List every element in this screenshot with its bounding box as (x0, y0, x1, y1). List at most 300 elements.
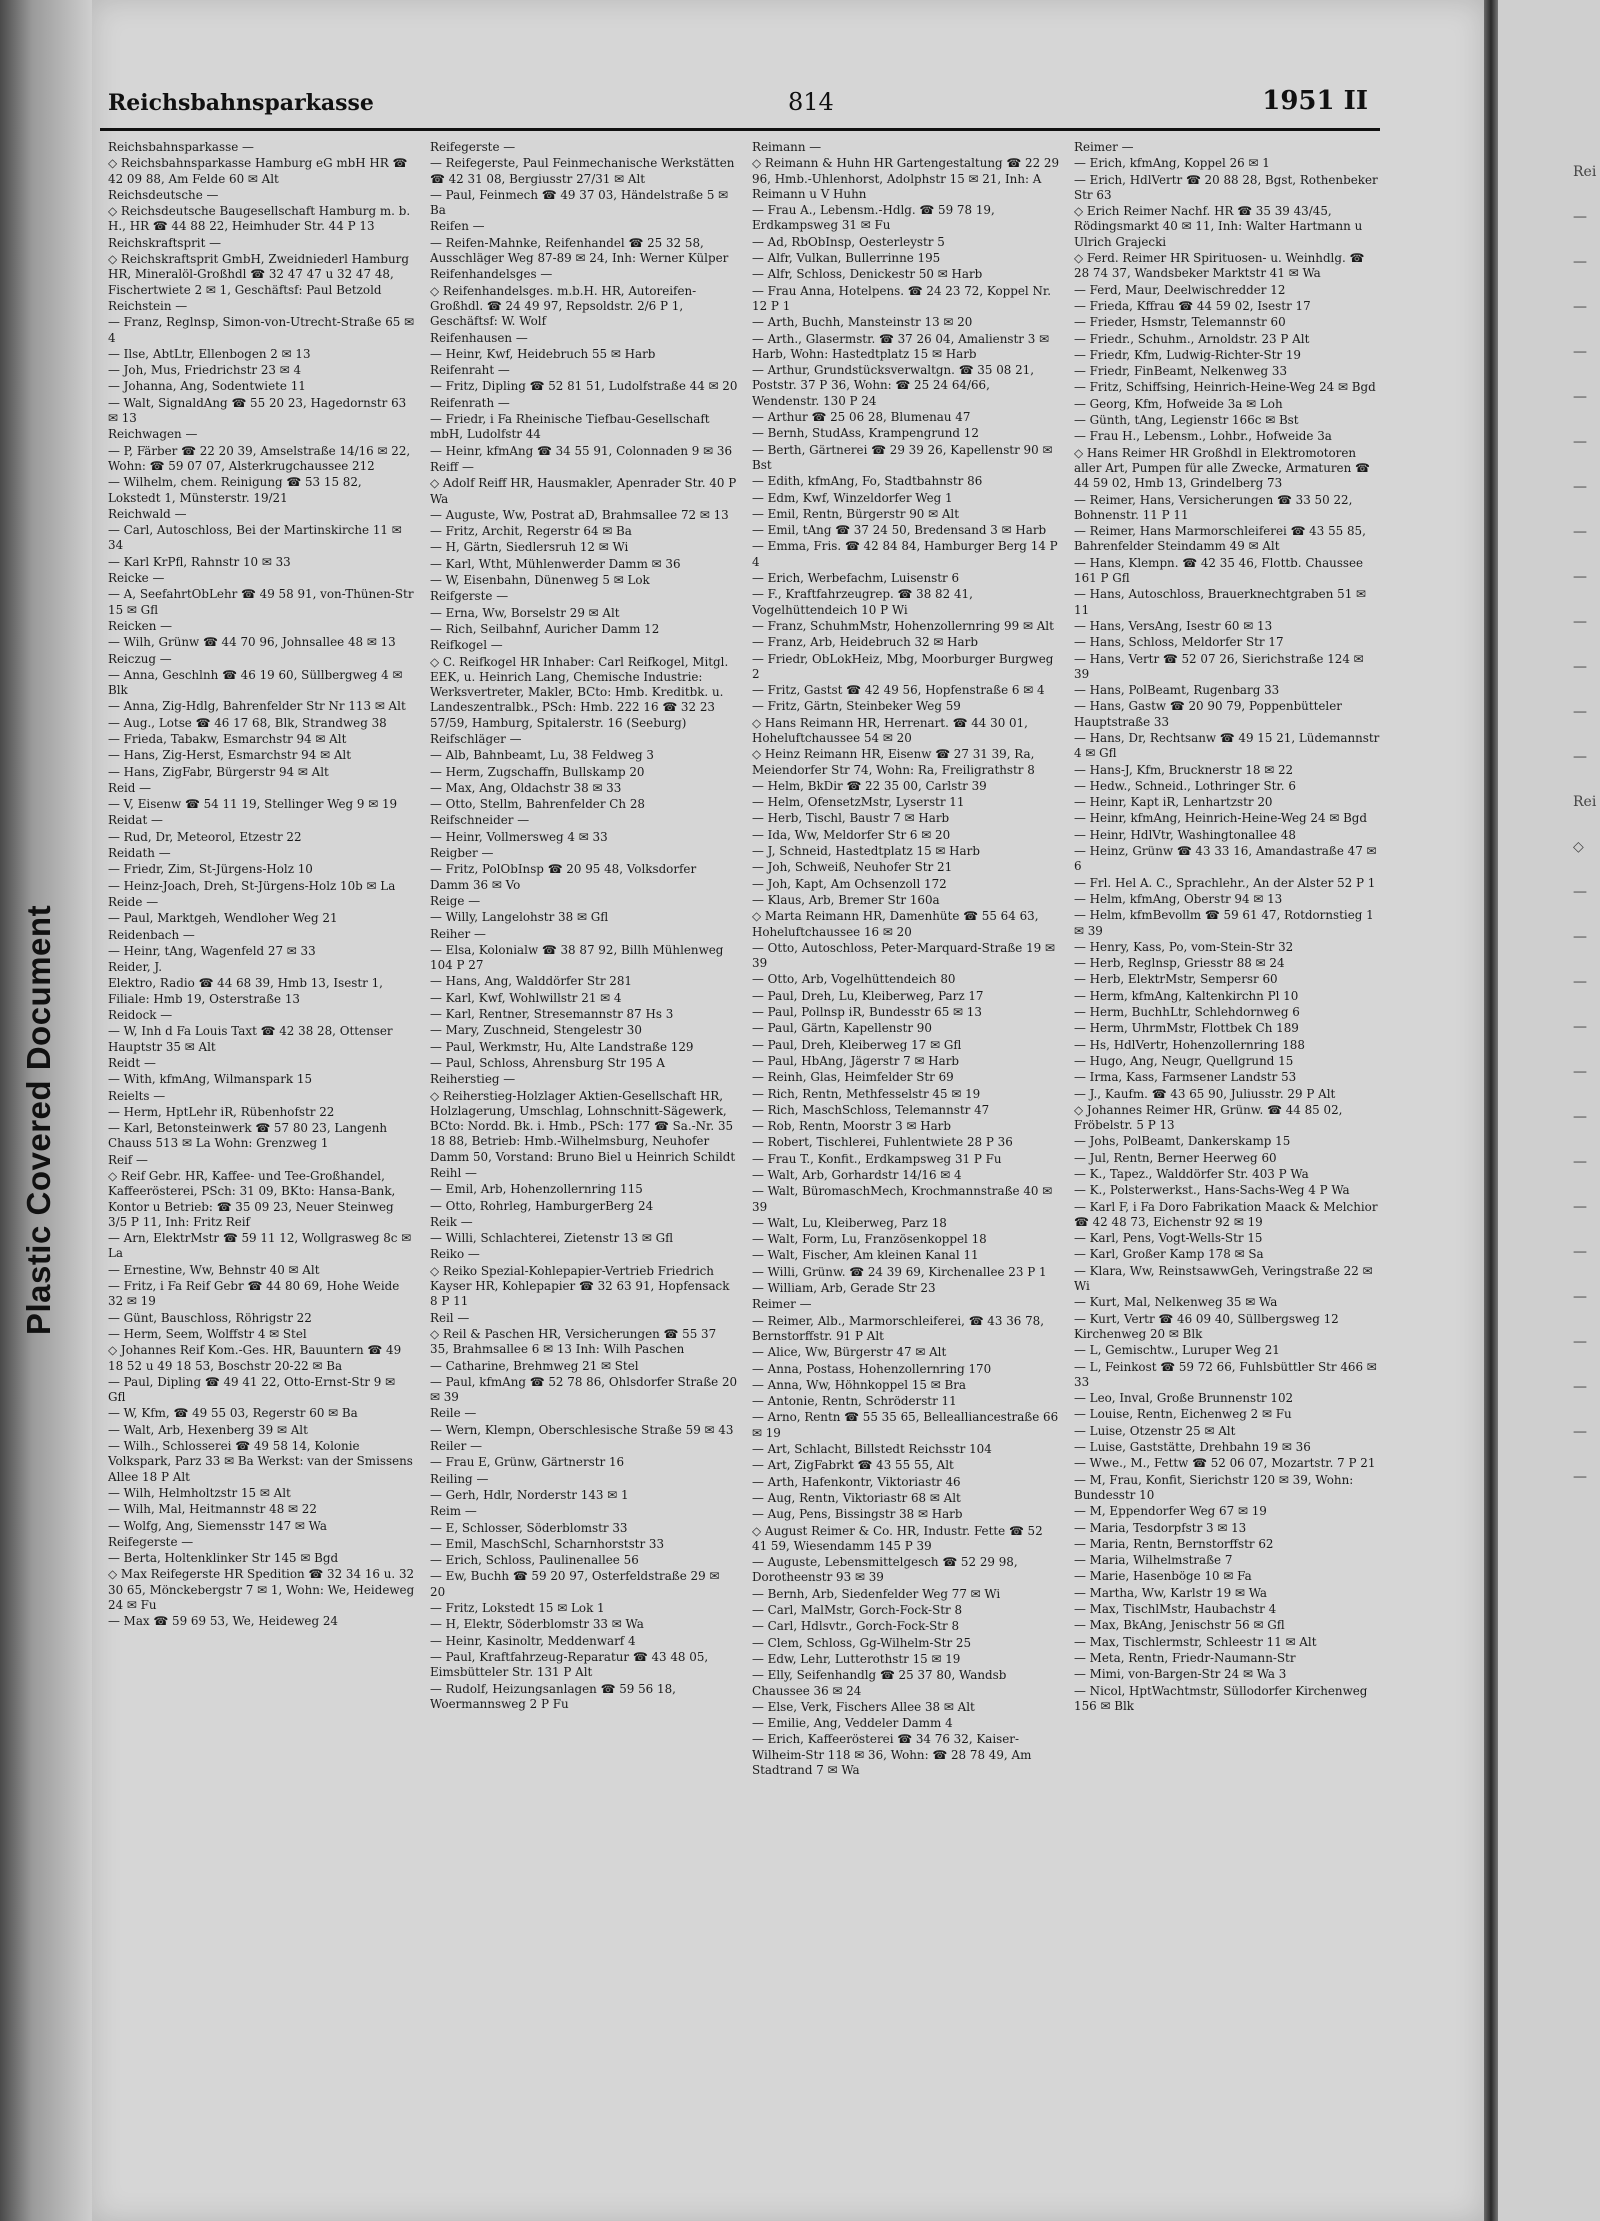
directory-entry: — Rud, Dr, Meteorol, Etzestr 22 (108, 829, 302, 844)
directory-entry: — Reinh, Glas, Heimfelder Str 69 (752, 1070, 954, 1085)
directory-entry: — Elly, Seifenhandlg ☎ 25 37 80, Wandsb Chaussee 36 ✉ 24 (752, 1668, 1007, 1698)
directory-entry: — Arthur ☎ 25 06 28, Blumenau 47 (752, 410, 971, 425)
directory-entry: — Erich, Kaffeerösterei ☎ 34 76 32, Kaiser-Wilheim-Str 118 ✉ 36, Wohn: ☎ 28 78 49, Am Stadtrand 7 ✉ Wa (752, 1732, 1032, 1777)
directory-entry: — Hans, VersAng, Isestr 60 ✉ 13 (1074, 618, 1273, 633)
next-page-fragments (1573, 150, 1596, 1500)
directory-entry: ◇ Reil & Paschen HR, Versicherungen ☎ 55 37 35, Brahmsallee 6 ✉ 13 Inh: Wilh Paschen (430, 1326, 717, 1357)
directory-entry: Reigber — (430, 846, 494, 861)
directory-entry: Reidenbach — (108, 927, 195, 942)
directory-entry: — Louise, Rentn, Eichenweg 2 ✉ Fu (1074, 1407, 1292, 1422)
next-page-fragment: — (1573, 479, 1587, 495)
directory-entry: — Reimer, Alb., Marmorschleiferei, ☎ 43 36 78, Bernstorffstr. 91 P Alt (752, 1313, 1045, 1343)
directory-entry: ◇ Erich Reimer Nachf. HR ☎ 35 39 43/45, Rödingsmarkt 40 ✉ 11, Inh: Walter Hartmann u Ulrich Grajecki (1074, 204, 1363, 249)
directory-entry: — Wilh, Helmholtzstr 15 ✉ Alt (108, 1485, 291, 1500)
directory-entry: Reifen — (430, 219, 485, 234)
directory-entry: — Arno, Rentn ☎ 55 35 65, Bellealliancestraße 66 ✉ 19 (752, 1410, 1059, 1440)
directory-entry: — Franz, SchuhmMstr, Hohenzollernring 99 ✉ Alt (752, 618, 1054, 633)
directory-entry: — Franz, Reglnsp, Simon-von-Utrecht-Straße 65 ✉ 4 (108, 315, 415, 345)
directory-entry: ◇ Reichsdeutsche Baugesellschaft Hamburg m. b. H., HR ☎ 44 88 22, Heimhuder Str. 44 P 13 (108, 204, 411, 234)
directory-entry: — Friedr., Schuhm., Arnoldstr. 23 P Alt (1074, 331, 1310, 346)
directory-entry: — W, Kfm, ☎ 49 55 03, Regerstr 60 ✉ Ba (108, 1406, 358, 1421)
next-page-fragment: — (1573, 344, 1587, 360)
directory-entry: — Anna, Geschlnh ☎ 46 19 60, Süllbergweg 4 ✉ Blk (108, 667, 403, 698)
directory-entry: — K., Polsterwerkst., Hans-Sachs-Weg 4 P Wa (1074, 1183, 1350, 1198)
directory-entry: — K., Tapez., Walddörfer Str. 403 P Wa (1074, 1167, 1309, 1181)
directory-entry: — Erich, kfmAng, Koppel 26 ✉ 1 (1074, 156, 1270, 171)
next-page-fragment: — (1573, 1334, 1587, 1350)
directory-entry: — Frl. Hel A. C., Sprachlehr., An der Alster 52 P 1 (1074, 875, 1376, 890)
directory-entry: — Wolfg, Ang, Siemensstr 147 ✉ Wa (108, 1518, 327, 1533)
column-1 (108, 140, 416, 2210)
directory-entry: — Henry, Kass, Po, vom-Stein-Str 32 (1074, 939, 1294, 954)
directory-entry: — Karl KrPfl, Rahnstr 10 ✉ 33 (108, 554, 291, 569)
directory-entry: — Aug., Lotse ☎ 46 17 68, Blk, Strandweg 38 (108, 715, 387, 730)
directory-entry: — Friedr, FinBeamt, Nelkenweg 33 (1074, 364, 1288, 379)
directory-entry: — Art, ZigFabrkt ☎ 43 55 55, Alt (752, 1458, 954, 1473)
directory-entry: — Friedr, Zim, St-Jürgens-Holz 10 (108, 862, 313, 877)
directory-entry: — Herb, ElektrMstr, Sempersr 60 (1074, 972, 1278, 987)
directory-entry: — Fritz, Archit, Regerstr 64 ✉ Ba (430, 524, 632, 539)
directory-entry: Reidt — (108, 1055, 156, 1070)
directory-entry: Reid — (108, 780, 152, 795)
directory-entry: — Arth, Hafenkontr, Viktoriastr 46 (752, 1474, 961, 1489)
directory-entry: Reiczug — (108, 651, 172, 666)
directory-entry: ◇ Marta Reimann HR, Damenhüte ☎ 55 64 63, Hoheluftchaussee 16 ✉ 20 (752, 909, 1039, 939)
directory-entry: — Karl F, i Fa Doro Fabrikation Maack & Melchior ☎ 42 48 73, Eichenstr 92 ✉ 19 (1074, 1199, 1378, 1229)
directory-entry: Reidock — (108, 1008, 173, 1023)
directory-entry: — W, Eisenbahn, Dünenweg 5 ✉ Lok (430, 573, 650, 588)
directory-entry: ◇ Reichskraftsprit GmbH, Zweidniederl Hamburg HR, Mineralöl-Großhdl ☎ 32 47 47 u 32 47 48, Fischertwiete 2 ✉ 1, Geschäftsf: Paul Betzold (108, 252, 409, 297)
directory-entry: — Aug, Rentn, Viktoriastr 68 ✉ Alt (752, 1490, 961, 1505)
directory-entry: — Rob, Rentn, Moorstr 3 ✉ Harb (752, 1119, 951, 1134)
directory-entry: — Max, Tischlermstr, Schleestr 11 ✉ Alt (1074, 1634, 1317, 1649)
directory-entry: — Helm, kfmBevollm ☎ 59 61 47, Rotdornstieg 1 ✉ 39 (1074, 908, 1374, 938)
directory-entry: — Reimer, Hans, Versicherungen ☎ 33 50 22, Bohnenstr. 11 P 11 (1074, 492, 1353, 522)
next-page-fragment: — (1573, 299, 1587, 315)
directory-entry: — Reifegerste, Paul Feinmechanische Werkstätten ☎ 42 31 08, Bergiusstr 27/31 ✉ Alt (430, 156, 735, 186)
directory-entry: — Erich, HdlVertr ☎ 20 88 28, Bgst, Rothenbeker Str 63 (1074, 172, 1378, 202)
directory-entry: Reimer — (1074, 140, 1134, 154)
next-page-fragment: — (1573, 1019, 1587, 1035)
directory-entry: — Wilh., Schlosserei ☎ 49 58 14, Kolonie Volkspark, Parz 33 ✉ Ba Werkst: van der Smissens Allee 18 P Alt (108, 1439, 413, 1484)
directory-entry: — Willi, Grünw. ☎ 24 39 69, Kirchenallee 23 P 1 (752, 1264, 1047, 1279)
directory-entry: — Paul, Schloss, Ahrensburg Str 195 A (430, 1055, 665, 1070)
directory-entry: ◇ Hans Reimer HR Großhdl in Elektromotoren aller Art, Pumpen für alle Zwecke, Armaturen ☎ 44 59 02, Hmb 13, Grindelberg 73 (1074, 445, 1370, 491)
directory-entry: — P, Färber ☎ 22 20 39, Amselstraße 14/16 ✉ 22, Wohn: ☎ 59 07 07, Alsterkrugchaussee 212 (108, 443, 411, 473)
next-page-fragment: — (1573, 659, 1587, 675)
next-page-fragment: — (1573, 1289, 1587, 1305)
directory-entry: Reige — (430, 893, 481, 908)
next-page-fragment: — (1573, 524, 1587, 540)
directory-entry: Reifegerste — (108, 1534, 194, 1549)
directory-entry: — Herb, Tischl, Baustr 7 ✉ Harb (752, 811, 950, 826)
directory-entry: — L, Gemischtw., Luruper Weg 21 (1074, 1343, 1280, 1358)
directory-entry: — Karl, Pens, Vogt-Wells-Str 15 (1074, 1231, 1263, 1246)
directory-entry: — Karl, Wtht, Mühlenwerder Damm ✉ 36 (430, 556, 681, 571)
next-page-fragment: — (1573, 569, 1587, 585)
directory-entry: — Hs, HdlVertr, Hohenzollernring 188 (1074, 1037, 1305, 1052)
directory-entry: Reimann — (752, 140, 822, 154)
directory-entry: — Arthur, Grundstücksverwaltgn. ☎ 35 08 21, Poststr. 37 P 36, Wohn: ☎ 25 24 64/66, Wendenstr. 130 P 24 (752, 363, 1035, 408)
directory-entry: — Helm, OfensetzMstr, Lyserstr 11 (752, 795, 965, 810)
directory-entry: — Fritz, Gärtn, Steinbeker Weg 59 (752, 699, 961, 714)
directory-entry: — Elsa, Kolonialw ☎ 38 87 92, Billh Mühlenweg 104 P 27 (430, 942, 724, 973)
book-gutter (1484, 0, 1498, 2221)
directory-entry: — Wilh, Mal, Heitmannstr 48 ✉ 22 (108, 1502, 317, 1517)
directory-entry: — Paul, Gärtn, Kapellenstr 90 (752, 1021, 932, 1036)
directory-entry: — Friedr, Kfm, Ludwig-Richter-Str 19 (1074, 347, 1301, 362)
directory-entry: — Heinr, kfmAng ☎ 34 55 91, Colonnaden 9 ✉ 36 (430, 443, 733, 458)
directory-entry: — Hans, Klempn. ☎ 42 35 46, Flottb. Chaussee 161 P Gfl (1074, 555, 1364, 586)
next-page-fragment: Rei (1573, 164, 1597, 180)
next-page-fragment: — (1573, 1424, 1587, 1440)
directory-entry: Reim — (430, 1504, 477, 1519)
directory-entry: — Paul, Kraftfahrzeug-Reparatur ☎ 43 48 05, Eimsbütteler Str. 131 P Alt (430, 1649, 709, 1680)
directory-entry: ◇ Adolf Reiff HR, Hausmakler, Apenrader Str. 40 P Wa (430, 476, 737, 506)
directory-entry: — Walt, Form, Lu, Französenkoppel 18 (752, 1232, 987, 1247)
directory-entry: — Paul, Marktgeh, Wendloher Weg 21 (108, 911, 338, 926)
directory-entry: — Arth, Buchh, Mansteinstr 13 ✉ 20 (752, 315, 973, 330)
next-page-fragment: — (1573, 1199, 1587, 1215)
directory-entry: — H, Gärtn, Siedlersruh 12 ✉ Wi (430, 540, 629, 555)
directory-entry: — Joh, Kapt, Am Ochsenzoll 172 (752, 876, 947, 891)
directory-entry: — Bernh, StudAss, Krampengrund 12 (752, 426, 979, 441)
directory-entry: — Herm, UhrmMstr, Flottbek Ch 189 (1074, 1021, 1299, 1036)
directory-entry: — Heinr, HdlVtr, Washingtonallee 48 (1074, 827, 1296, 842)
next-page-fragment: ◇ (1573, 839, 1584, 855)
directory-entry: Reil — (430, 1310, 470, 1325)
directory-entry: Reiherstieg — (430, 1072, 516, 1087)
directory-entry: — Willy, Langelohstr 38 ✉ Gfl (430, 910, 609, 925)
directory-entry: — Walt, SignaldAng ☎ 55 20 23, Hagedornstr 63 ✉ 13 (108, 395, 407, 426)
directory-entry: — Hugo, Ang, Neugr, Quellgrund 15 (1074, 1053, 1294, 1068)
directory-entry: — Ernestine, Ww, Behnstr 40 ✉ Alt (108, 1262, 320, 1277)
directory-entry: — Ferd, Maur, Deelwischredder 12 (1074, 282, 1286, 297)
directory-entry: Reifenraht — (430, 363, 510, 378)
directory-entry: — Rudolf, Heizungsanlagen ☎ 59 56 18, Woermannsweg 2 P Fu (430, 1681, 676, 1711)
directory-entry: — Fritz, PolObInsp ☎ 20 95 48, Volksdorfer Damm 36 ✉ Vo (430, 862, 697, 892)
directory-entry: — Rich, Rentn, Methfesselstr 45 ✉ 19 (752, 1086, 981, 1101)
directory-entry: — Aug, Pens, Bissingstr 38 ✉ Harb (752, 1507, 963, 1522)
directory-entry: — Klaus, Arb, Bremer Str 160a (752, 892, 940, 907)
directory-entry: Reichwagen — (108, 427, 198, 442)
directory-entry: — Herm, HptLehr iR, Rübenhofstr 22 (108, 1104, 335, 1119)
directory-entry: — Helm, kfmAng, Oberstr 94 ✉ 13 (1074, 891, 1283, 906)
header-year: 1951 II (1262, 86, 1368, 116)
directory-entry: — Auguste, Lebensmittelgesch ☎ 52 29 98, Dorotheenstr 93 ✉ 39 (752, 1555, 1018, 1585)
next-page-fragment: — (1573, 434, 1587, 450)
next-page-fragment: — (1573, 974, 1587, 990)
directory-entry: — Frau E, Grünw, Gärtnerstr 16 (430, 1455, 625, 1470)
directory-entry: — Mimi, von-Bargen-Str 24 ✉ Wa 3 (1074, 1667, 1287, 1682)
directory-entry: — W, Inh d Fa Louis Taxt ☎ 42 38 28, Ottenser Hauptstr 35 ✉ Alt (108, 1024, 393, 1054)
directory-entry: — Paul, Dreh, Kleiberweg 17 ✉ Gfl (752, 1037, 962, 1052)
directory-entry: — Wwe., M., Fettw ☎ 52 06 07, Mozartstr. 7 P 21 (1074, 1456, 1376, 1471)
directory-entry: — Walt, Fischer, Am kleinen Kanal 11 (752, 1248, 979, 1263)
directory-entry: — Edith, kfmAng, Fo, Stadtbahnstr 86 (752, 474, 983, 489)
directory-entry: — Max, Ang, Oldachstr 38 ✉ 33 (430, 780, 622, 795)
directory-entry: — Ad, RbObInsp, Oesterleystr 5 (752, 234, 945, 249)
directory-entry: Reiher — (430, 926, 486, 941)
directory-entry: — Anna, Postass, Hohenzollernring 170 (752, 1361, 992, 1376)
directory-entry: — Ida, Ww, Meldorfer Str 6 ✉ 20 (752, 827, 951, 842)
directory-entry: — Walt, Arb, Gorhardstr 14/16 ✉ 4 (752, 1168, 962, 1182)
directory-entry: — F., Kraftfahrzeugrep. ☎ 38 82 41, Vogelhüttendeich 10 P Wi (752, 587, 973, 617)
directory-entry: — M, Frau, Konfit, Sierichstr 120 ✉ 39, Wohn: Bundesstr 10 (1074, 1472, 1354, 1502)
directory-entry: — Mary, Zuschneid, Stengelestr 30 (430, 1023, 642, 1038)
directory-entry: — Johanna, Ang, Sodentwiete 11 (108, 379, 306, 394)
directory-entry: — Joh, Schweiß, Neuhofer Str 21 (752, 860, 953, 875)
directory-entry: — Hans, Schloss, Meldorfer Str 17 (1074, 635, 1284, 650)
next-page-fragment: — (1573, 704, 1587, 720)
next-page-fragment: — (1573, 1244, 1587, 1260)
directory-entry: — Fritz, Dipling ☎ 52 81 51, Ludolfstraße 44 ✉ 20 (430, 379, 738, 394)
page-header (88, 84, 1388, 124)
directory-entry: — Otto, Stellm, Bahrenfelder Ch 28 (430, 797, 645, 812)
column-3 (752, 140, 1060, 2210)
directory-entry: — Frieda, Kffrau ☎ 44 59 02, Isestr 17 (1074, 298, 1311, 313)
directory-entry: Reiko — (430, 1247, 480, 1262)
directory-entry: — Arth., Glasermstr. ☎ 37 26 04, Amalienstr 3 ✉ Harb, Wohn: Hastedtplatz 15 ✉ Harb (752, 331, 1050, 361)
directory-entry: — Joh, Mus, Friedrichstr 23 ✉ 4 (108, 363, 302, 378)
directory-entry: Reimer — (752, 1297, 812, 1312)
directory-entry: — Fritz, i Fa Reif Gebr ☎ 44 80 69, Hohe Weide 32 ✉ 19 (108, 1279, 400, 1309)
directory-entry: — Heinr, kfmAng, Heinrich-Heine-Weg 24 ✉ Bgd (1074, 811, 1368, 826)
column-2 (430, 140, 738, 2210)
directory-entry: — Erna, Ww, Borselstr 29 ✉ Alt (430, 605, 620, 620)
directory-entry: — Luise, Gaststätte, Drehbahn 19 ✉ 36 (1074, 1440, 1311, 1455)
directory-entry: — Hedw., Schneid., Lothringer Str. 6 (1074, 778, 1296, 793)
directory-entry: Reichwald — (108, 506, 187, 521)
directory-entry: — H, Elektr, Söderblomstr 33 ✉ Wa (430, 1617, 644, 1632)
directory-entry: ◇ Max Reifegerste HR Spedition ☎ 32 34 16 u. 32 30 65, Mönckebergstr 7 ✉ 1, Wohn: We, Heideweg 24 ✉ Fu (108, 1567, 415, 1613)
directory-entry: — Maria, Wilhelmstraße 7 (1074, 1553, 1233, 1568)
directory-entry: — Heinr, Kwf, Heidebruch 55 ✉ Harb (430, 346, 656, 361)
directory-entry: — Herm, Seem, Wolffstr 4 ✉ Stel (108, 1326, 307, 1341)
directory-entry: ◇ Reimann & Huhn HR Gartengestaltung ☎ 22 29 96, Hmb.-Uhlenhorst, Adolphstr 15 ✉ 21, Inh: A Reimann u V Huhn (752, 156, 1060, 201)
directory-entry: — Emil, tAng ☎ 37 24 50, Bredensand 3 ✉ Harb (752, 523, 1047, 538)
directory-entry: — Maria, Rentn, Bernstorffstr 62 (1074, 1536, 1274, 1551)
directory-entry: — Hans, Zig-Herst, Esmarchstr 94 ✉ Alt (108, 748, 351, 763)
directory-entry: — Else, Verk, Fischers Allee 38 ✉ Alt (752, 1699, 975, 1714)
directory-entry: Reider, J. (108, 960, 162, 975)
directory-entry: — Max, BkAng, Jenischstr 56 ✉ Gfl (1074, 1618, 1285, 1633)
directory-entry: Reichstein — (108, 298, 188, 313)
next-page-fragment: — (1573, 614, 1587, 630)
directory-entry: Reidat — (108, 813, 163, 828)
directory-entry: Reifenhandelsges — (430, 267, 553, 282)
directory-entry: ◇ Reiherstieg-Holzlager Aktien-Gesellschaft HR, Holzlagerung, Umschlag, Lohnschnitt-Sägewerk, BCto: Nordd. Bk. i. Hmb., PSch: 177 ☎ Sa.-Nr. 35 18 88, Betrieb: Hmb.-Wilhelmsburg, Neuhofer Damm 50, Vorstand: Bruno Biel u Heinrich Schildt (430, 1088, 736, 1164)
directory-entry: — Max, TischlMstr, Haubachstr 4 (1074, 1602, 1277, 1617)
directory-entry: Reifgerste — (430, 589, 509, 604)
directory-entry: — Auguste, Ww, Postrat aD, Brahmsallee 72 ✉ 13 (430, 507, 729, 522)
directory-entry: — Emil, Rentn, Bürgerstr 90 ✉ Alt (752, 506, 960, 521)
page-number: 814 (788, 88, 834, 116)
next-page-fragment: — (1573, 929, 1587, 945)
directory-entry: — Arn, ElektrMstr ☎ 59 11 12, Wollgrasweg 8c ✉ La (108, 1231, 412, 1261)
directory-entry: Reielts — (108, 1088, 166, 1103)
directory-entry: — Maria, Tesdorpfstr 3 ✉ 13 (1074, 1520, 1247, 1535)
directory-entry: — Otto, Autoschloss, Peter-Marquard-Straße 19 ✉ 39 (752, 940, 1055, 971)
next-page-fragment: — (1573, 389, 1587, 405)
directory-entry: — Karl, Kwf, Wohlwillstr 21 ✉ 4 (430, 990, 622, 1005)
directory-entry: ◇ Reiko Spezial-Kohlepapier-Vertrieb Friedrich Kayser HR, Kohlepapier ☎ 32 63 91, Hopfensack 8 P 11 (430, 1263, 730, 1309)
directory-entry: Reide — (108, 894, 159, 909)
directory-entry: — Emil, MaschSchl, Scharnhorststr 33 (430, 1536, 665, 1551)
directory-entry: Reiling — (430, 1471, 489, 1486)
header-rule (100, 128, 1380, 131)
directory-entry: Reif — (108, 1152, 148, 1167)
directory-entry: — Anna, Zig-Hdlg, Bahrenfelder Str Nr 113 ✉ Alt (108, 699, 406, 714)
directory-entry: — Ilse, AbtLtr, Ellenbogen 2 ✉ 13 (108, 346, 311, 361)
directory-entry: ◇ August Reimer & Co. HR, Industr. Fette ☎ 52 41 59, Wiesendamm 145 P 39 (752, 1523, 1043, 1553)
directory-entry: Reidath — (108, 846, 171, 861)
directory-entry: — Clem, Schloss, Gg-Wilhelm-Str 25 (752, 1635, 972, 1650)
directory-entry: Reicken — (108, 618, 173, 633)
directory-entry: Reifschneider — (430, 813, 530, 828)
directory-entry: — Kurt, Mal, Nelkenweg 35 ✉ Wa (1074, 1295, 1278, 1310)
directory-entry: ◇ Ferd. Reimer HR Spirituosen- u. Weinhdlg. ☎ 28 74 37, Wandsbeker Marktstr 41 ✉ Wa (1074, 251, 1365, 281)
directory-entry: — Helm, BkDir ☎ 22 35 00, Carlstr 39 (752, 778, 987, 793)
next-page-fragment: — (1573, 254, 1587, 270)
directory-entry: — Paul, HbAng, Jägerstr 7 ✉ Harb (752, 1053, 960, 1068)
directory-entry: — Alice, Ww, Bürgerstr 47 ✉ Alt (752, 1345, 947, 1360)
directory-entry: — Paul, Pollnsp iR, Bundesstr 65 ✉ 13 (752, 1005, 982, 1020)
directory-entry: ◇ Reif Gebr. HR, Kaffee- und Tee-Großhandel, Kaffeerösterei, PSch: 31 09, BKto: Hansa-Bank, Kontor u Betrieb: ☎ 35 09 23, Neuer Steinweg 3/5 P 11, Inh: Fritz Reif (108, 1169, 396, 1229)
plastic-covered-label (8, 840, 70, 1400)
directory-entry: ◇ Hans Reimann HR, Herrenart. ☎ 44 30 01, Hoheluftchaussee 54 ✉ 20 (752, 715, 1028, 745)
directory-entry: — Alb, Bahnbeamt, Lu, 38 Feldweg 3 (430, 748, 654, 763)
directory-entry: — Carl, MalMstr, Gorch-Fock-Str 8 (752, 1603, 963, 1618)
directory-entry: — J, Schneid, Hastedtplatz 15 ✉ Harb (752, 844, 980, 859)
directory-entry: — Walt, Arb, Hexenberg 39 ✉ Alt (108, 1422, 308, 1437)
directory-entry: — Ew, Buchh ☎ 59 20 97, Osterfeldstraße 29 ✉ 20 (430, 1569, 720, 1599)
directory-entry: — Herm, kfmAng, Kaltenkirchn Pl 10 (1074, 988, 1299, 1003)
next-page-fragment: Rei (1573, 794, 1597, 810)
directory-entry: — Meta, Rentn, Friedr-Naumann-Str (1074, 1650, 1296, 1665)
directory-entry: ◇ Johannes Reimer HR, Grünw. ☎ 44 85 02, Fröbelstr. 5 P 13 (1074, 1102, 1343, 1133)
directory-entry: — Marie, Hasenböge 10 ✉ Fa (1074, 1569, 1252, 1584)
directory-entry: — Walt, Lu, Kleiberweg, Parz 18 (752, 1215, 947, 1230)
directory-entry: — Alfr, Vulkan, Bullerrinne 195 (752, 251, 941, 266)
next-page-fragment: — (1573, 1379, 1587, 1395)
next-page-edge (1498, 0, 1600, 2221)
directory-entry: — Reimer, Hans Marmorschleiferei ☎ 43 55 85, Bahrenfelder Steindamm 49 ✉ Alt (1074, 524, 1366, 554)
directory-entry: — L, Feinkost ☎ 59 72 66, Fuhlsbüttler Str 466 ✉ 33 (1074, 1359, 1377, 1389)
directory-entry: Reik — (430, 1214, 473, 1229)
directory-entry: — Leo, Inval, Große Brunnenstr 102 (1074, 1391, 1294, 1406)
directory-entry: — Berta, Holtenklinker Str 145 ✉ Bgd (108, 1551, 339, 1566)
directory-entry: — Rich, Seilbahnf, Auricher Damm 12 (430, 621, 660, 636)
directory-entry: — Frau A., Lebensm.-Hdlg. ☎ 59 78 19, Erdkampsweg 31 ✉ Fu (752, 203, 995, 233)
directory-entry: — Karl, Rentner, Stresemannstr 87 Hs 3 (430, 1007, 674, 1022)
directory-entry: — Luise, Otzenstr 25 ✉ Alt (1074, 1423, 1236, 1438)
directory-entry: — Johs, PolBeamt, Dankersk​amp 15 (1074, 1134, 1291, 1149)
directory-entry: — Hans, Dr, Rechtsanw ☎ 49 15 21, Lüdemannstr 4 ✉ Gfl (1074, 730, 1380, 761)
directory-entry: Reichsbahnsparkasse — (108, 140, 254, 154)
directory-entry: — Frau H., Lebensm., Lohbr., Hofweide 3a (1074, 429, 1332, 444)
directory-entry: — Max ☎ 59 69 53, We, Heideweg 24 (108, 1614, 338, 1629)
next-page-fragment: — (1573, 1469, 1587, 1485)
directory-entry: — E, Schlosser, Söderblomstr 33 (430, 1520, 628, 1535)
directory-entry: — Edm, Kwf, Winzeldorfer Weg 1 (752, 490, 953, 505)
directory-entry: — Reifen-Mahnke, Reifenhandel ☎ 25 32 58, Ausschläger Weg 87-89 ✉ 24, Inh: Werner Külper (430, 235, 729, 266)
directory-entry: — Bernh, Arb, Siedenfelder Weg 77 ✉ Wi (752, 1586, 1001, 1601)
directory-entry: — Edw, Lehr, Lutterothstr 15 ✉ 19 (752, 1651, 961, 1666)
directory-entry: — Anna, Ww, Höhnkoppel 15 ✉ Bra (752, 1377, 966, 1392)
directory-entry: — Gerh, Hdlr, Norderstr 143 ✉ 1 (430, 1487, 629, 1502)
directory-entry: — Karl, Großer Kamp 178 ✉ Sa (1074, 1247, 1264, 1262)
directory-entry: — Hans, Autoschloss, Brauerknechtgraben 51 ✉ 11 (1074, 587, 1367, 617)
directory-entry: — Heinr, Kapt iR, Lenhartzstr 20 (1074, 795, 1273, 810)
directory-entry: ◇ Reifenhandelsges. m.b.H. HR, Autoreifen-Großhdl. ☎ 24 49 97, Repsoldstr. 2/6 P 1, Geschäftsf: W. Wolf (430, 283, 697, 329)
directory-entry: — Art, Schlacht, Billstedt Reichsstr 104 (752, 1442, 992, 1457)
directory-entry: ◇ Heinz Reimann HR, Eisenw ☎ 27 31 39, Ra, Meiendorfer Str 74, Wohn: Ra, Freiligrathstr 8 (752, 747, 1035, 777)
directory-entry: — Irma, Kass, Farmsener Landstr 53 (1074, 1070, 1297, 1085)
directory-entry: — Günt, Bauschloss, Röhrigstr 22 (108, 1310, 312, 1325)
directory-entry: — Georg, Kfm, Hofweide 3a ✉ Loh (1074, 396, 1283, 411)
directory-entry: — V, Eisenw ☎ 54 11 19, Stellinger Weg 9 ✉ 19 (108, 797, 398, 812)
directory-entry: — Klara, Ww, ReinstsawwGeh, Veringstraße 22 ✉ Wi (1074, 1263, 1373, 1294)
directory-entry: — Herm, BuchhLtr, Schlehdornweg 6 (1074, 1005, 1300, 1020)
next-page-fragment: — (1573, 1109, 1587, 1125)
directory-entry: — Hans, Gastw ☎ 20 90 79, Poppenbütteler Hauptstraße 33 (1074, 699, 1342, 729)
photo-border-left (0, 0, 92, 2221)
directory-entry: — Hans, Vertr ☎ 52 07 26, Sierichstraße 124 ✉ 39 (1074, 651, 1364, 681)
column-4 (1074, 140, 1382, 2210)
directory-entry: Reile — (430, 1406, 477, 1421)
directory-entry: — Carl, Autoschloss, Bei der Martinskirche 11 ✉ 34 (108, 523, 402, 553)
directory-entry: Reifkogel — (430, 638, 503, 653)
directory-entry: Elektro, Radio ☎ 44 68 39, Hmb 13, Isestr 1, Filiale: Hmb 19, Osterstraße 13 (108, 976, 383, 1006)
directory-entry: — Herb, Reglnsp, Griesstr 88 ✉ 24 (1074, 956, 1285, 971)
directory-entry: — Kurt, Vertr ☎ 46 09 40, Süllbergsweg 12 Kirchenweg 20 ✉ Blk (1074, 1311, 1339, 1341)
directory-entry: — M, Eppendorfer Weg 67 ✉ 19 (1074, 1504, 1267, 1519)
directory-entry: — A, SeefahrtObLehr ☎ 49 58 91, von-Thünen-Str 15 ✉ Gfl (108, 587, 414, 617)
directory-entry: Reifegerste — (430, 140, 516, 154)
directory-entry: — Fritz, Gastst ☎ 42 49 56, Hopfenstraße 6 ✉ 4 (752, 683, 1045, 698)
directory-entry: — Paul, Dipling ☎ 49 41 22, Otto-Ernst-Str 9 ✉ Gfl (108, 1374, 396, 1405)
directory-entry: — Erich, Schloss, Paulinenallee 56 (430, 1553, 639, 1568)
directory-entry: — Berth, Gärtnerei ☎ 29 39 26, Kapellenstr 90 ✉ Bst (752, 442, 1053, 472)
directory-entry: — Hans, Ang, Walddörfer Str 281 (430, 974, 632, 989)
directory-entry: — J., Kaufm. ☎ 43 65 90, Juliusstr. 29 P Alt (1074, 1086, 1336, 1101)
directory-entry: — Erich, Werbefachm, Luisenstr 6 (752, 571, 960, 586)
directory-entry: ◇ C. Reifkogel HR Inhaber: Carl Reifkogel, Mitgl. EEK, u. Heinrich Lang, Chemische Industrie: Werksvertreter, Makler, BCto: Hmb. Kreditbk. u. Landeszentralbk., PSch: Hmb. 222 16 ☎ 32 23 57/59, Hamburg, Spitalerstr. 16 (Seeburg) (430, 654, 729, 730)
directory-entry: — Willi, Schlachterei, Zietenstr 13 ✉ Gfl (430, 1231, 674, 1246)
directory-entry: — Frieder, Hsmstr, Telemannstr 60 (1074, 315, 1286, 330)
directory-entry: Reichskraftsprit — (108, 235, 222, 250)
directory-entry: — With, kfmAng, Wilmanspark 15 (108, 1072, 313, 1087)
next-page-fragment: — (1573, 749, 1587, 765)
directory-entry: — Heinz-Joach, Dreh, St-Jürgens-Holz 10b ✉ La (108, 878, 396, 893)
directory-entry: — William, Arb, Gerade Str 23 (752, 1281, 936, 1296)
directory-entry: — Wilhelm, chem. Reinigung ☎ 53 15 82, Lokstedt 1, Münsterstr. 19/21 (108, 475, 362, 505)
directory-entry: — Emma, Fris. ☎ 42 84 84, Hamburger Berg 14 P 4 (752, 539, 1058, 569)
directory-entry: — Rich, MaschSchloss, Telemannstr 47 (752, 1102, 990, 1117)
directory-entry: Reihl — (430, 1166, 477, 1180)
directory-entry: — Fritz, Lokstedt 15 ✉ Lok 1 (430, 1601, 605, 1616)
directory-entry: — Frieda, Tabakw, Esmarchstr 94 ✉ Alt (108, 731, 347, 746)
directory-entry: — Hans, ZigFabr, Bürgerstr 94 ✉ Alt (108, 764, 329, 779)
directory-entry: Reiff — (430, 459, 474, 474)
directory-entry: — Nicol, HptWachtmstr, Süllodorfer Kirchenweg 156 ✉ Blk (1074, 1683, 1368, 1713)
directory-entry: — Fritz, Schiffsing, Heinrich-Heine-Weg 24 ✉ Bgd (1074, 380, 1376, 395)
directory-entry: ◇ Johannes Reif Kom.-Ges. HR, Bauuntern ☎ 49 18 52 u 49 18 53, Boschstr 20-22 ✉ Ba (108, 1343, 402, 1373)
next-page-fragment: — (1573, 884, 1587, 900)
plastic-covered-label-text: Plastic Covered Document (20, 904, 57, 1336)
next-page-fragment: — (1573, 209, 1587, 225)
